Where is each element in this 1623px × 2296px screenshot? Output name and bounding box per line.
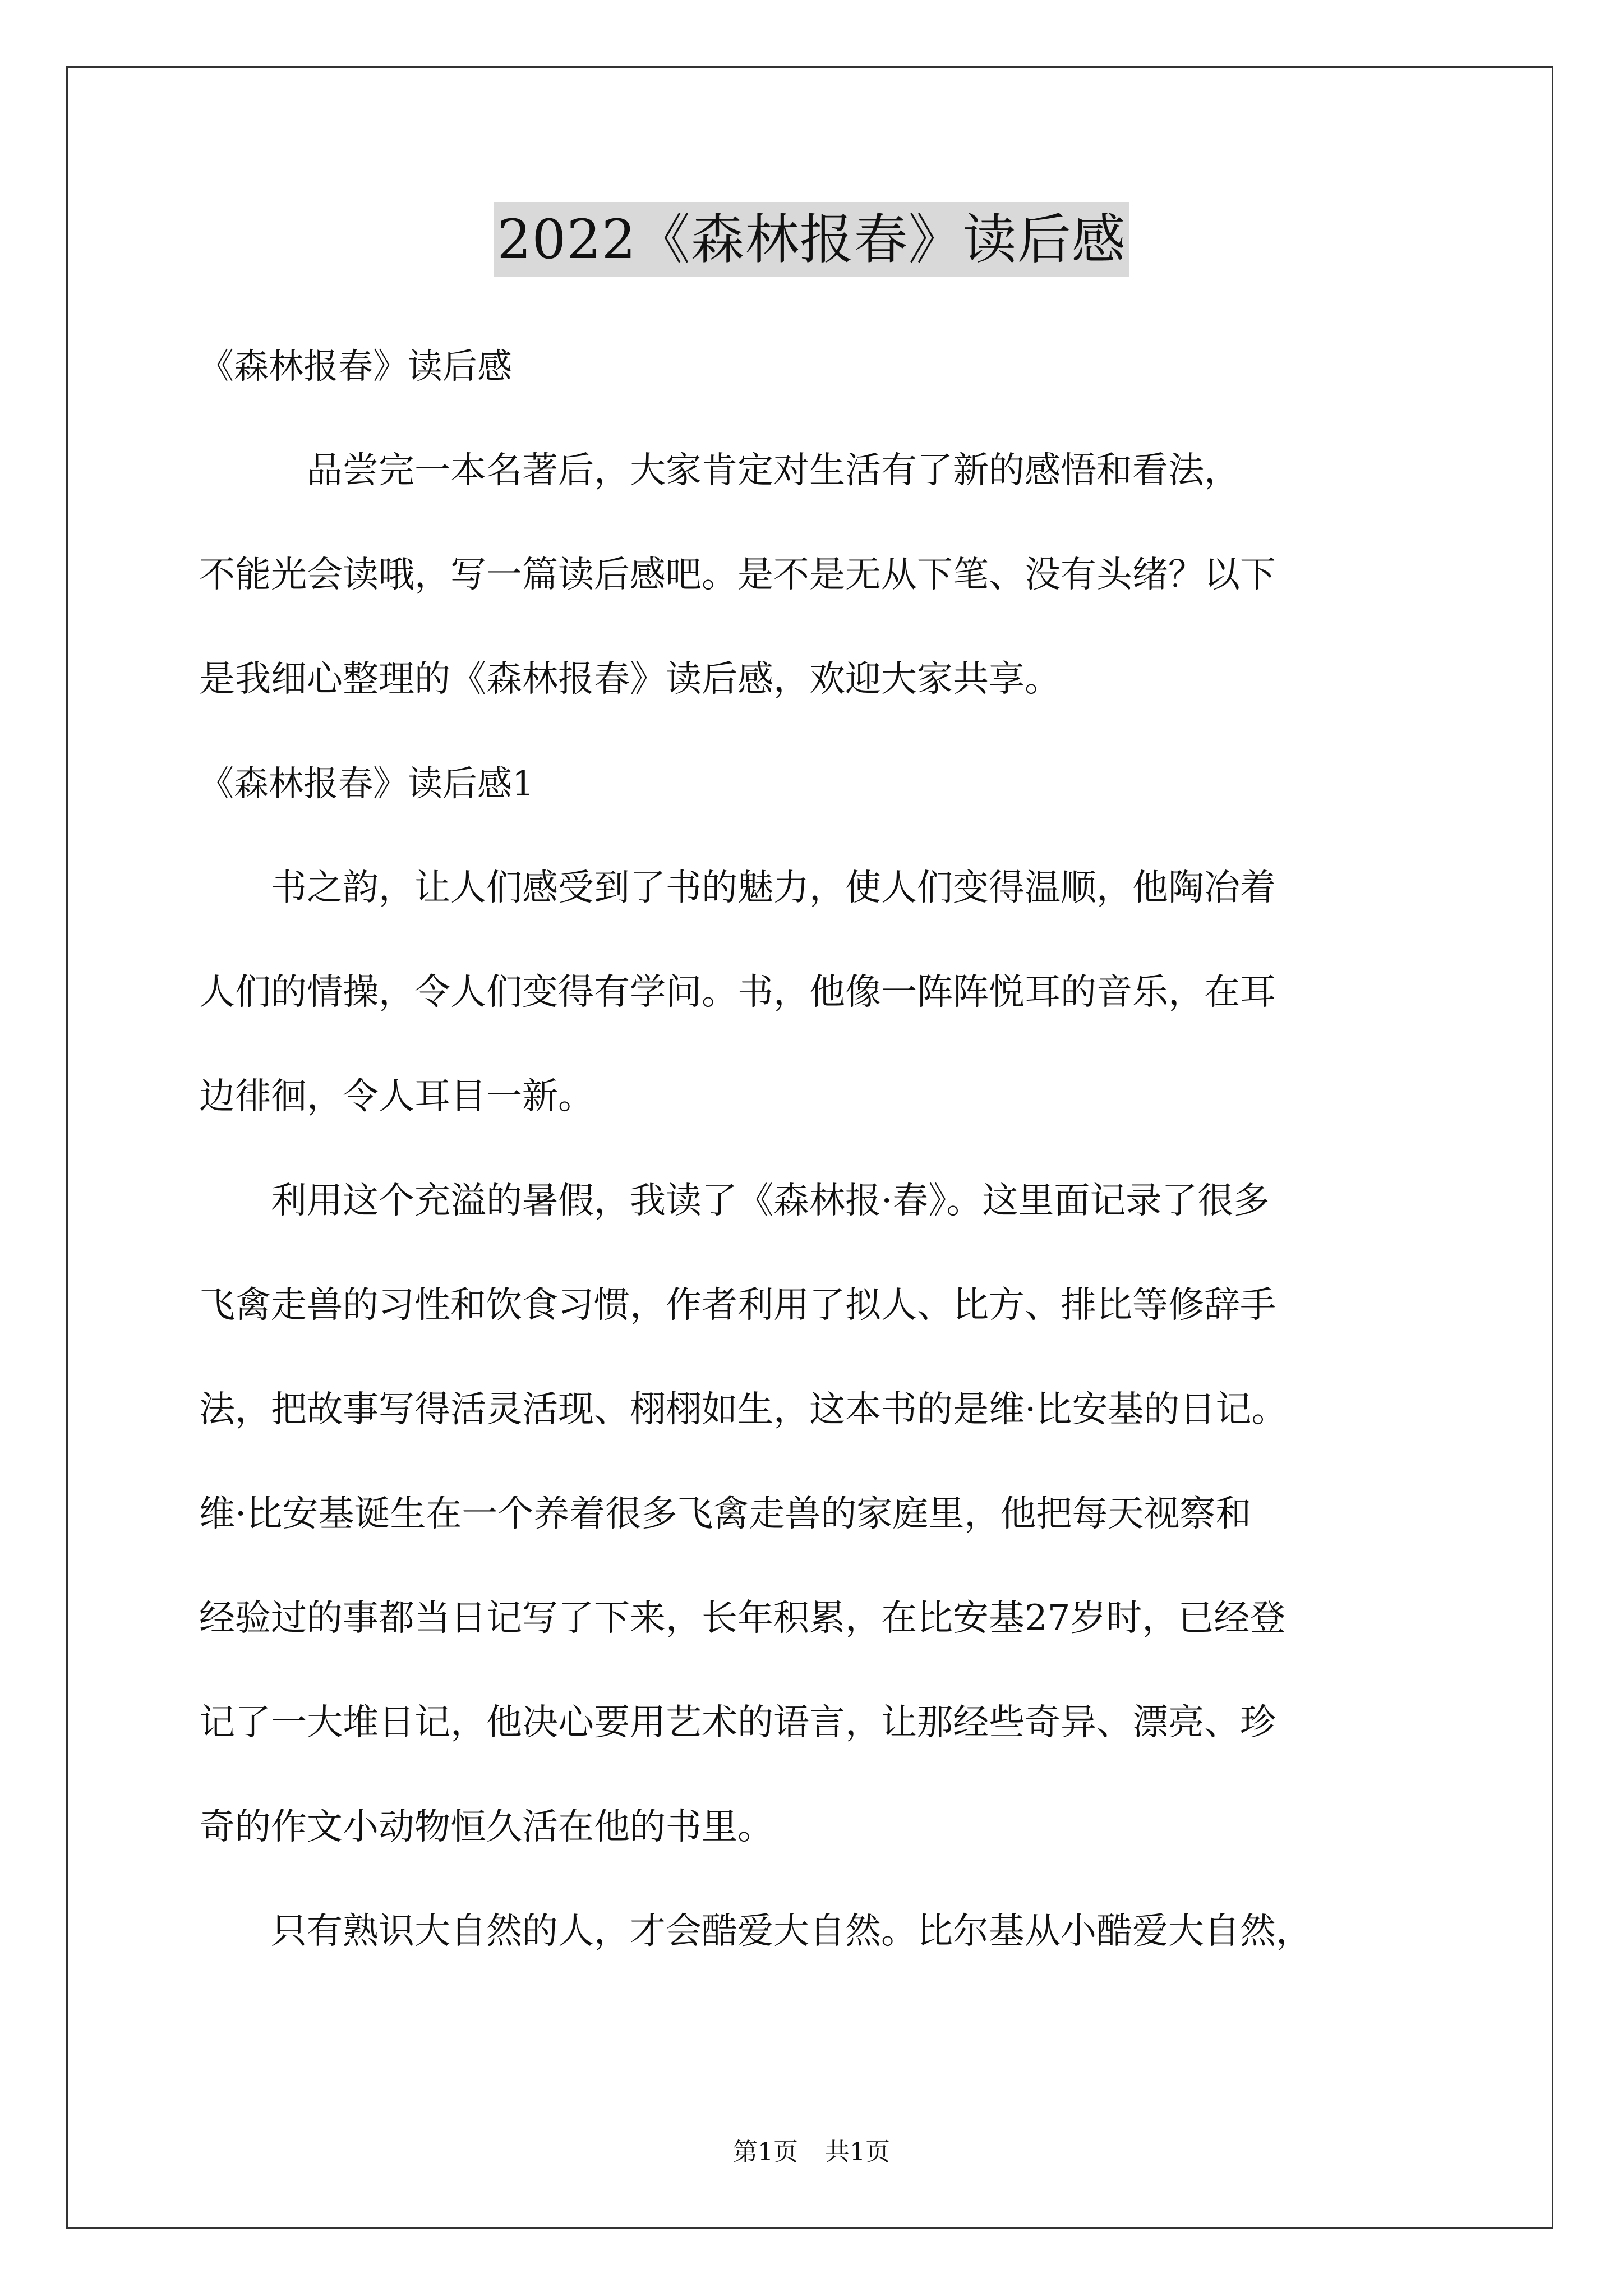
body-line: 是我细心整理的《森林报春》读后感，欢迎大家共享。 bbox=[199, 659, 1061, 700]
body-line: 记了一大堆日记，他决心要用艺术的语言，让那经些奇异、漂亮、珍 bbox=[199, 1702, 1276, 1743]
document-body bbox=[199, 314, 1450, 1984]
body-line: 经验过的事都当日记写了下来，长年积累，在比安基27岁时，已经登 bbox=[199, 1598, 1286, 1639]
subtitle-line: 《森林报春》读后感 bbox=[199, 346, 513, 386]
body-line: 奇的作文小动物恒久活在他的书里。 bbox=[199, 1806, 773, 1848]
body-line: 书之韵，让人们感受到了书的魅力，使人们变得温顺，他陶冶着 bbox=[199, 867, 1276, 909]
body-line: 不能光会读哦，写一篇读后感吧。是不是无从下笔、没有头绪？以下 bbox=[199, 554, 1276, 596]
title-container bbox=[0, 202, 1623, 277]
page-total: 共1页 bbox=[825, 2138, 890, 2166]
page-footer bbox=[0, 2132, 1623, 2168]
body-line: 利用这个充溢的暑假，我读了《森林报·春》。这里面记录了很多 bbox=[199, 1180, 1270, 1222]
body-line: 人们的情操，令人们变得有学问。书，他像一阵阵悦耳的音乐，在耳 bbox=[199, 972, 1276, 1013]
body-line: 维·比安基诞生在一个养着很多飞禽走兽的家庭里，他把每天视察和 bbox=[199, 1493, 1252, 1535]
body-line: 飞禽走兽的习性和饮食习惯，作者利用了拟人、比方、排比等修辞手 bbox=[199, 1285, 1276, 1326]
body-line: 法，把故事写得活灵活现、栩栩如生，这本书的是维·比安基的日记。 bbox=[199, 1389, 1288, 1430]
section-heading: 《森林报春》读后感1 bbox=[199, 763, 534, 804]
body-line: 只有熟识大自然的人，才会酷爱大自然。比尔基从小酷爱大自然， bbox=[199, 1911, 1312, 1952]
document-title: 2022《森林报春》读后感 bbox=[494, 202, 1129, 277]
body-line: 边徘徊，令人耳目一新。 bbox=[199, 1076, 594, 1117]
page-number: 第1页 bbox=[733, 2138, 798, 2166]
body-line: 品尝完一本名著后，大家肯定对生活有了新的感悟和看法， bbox=[199, 450, 1240, 491]
